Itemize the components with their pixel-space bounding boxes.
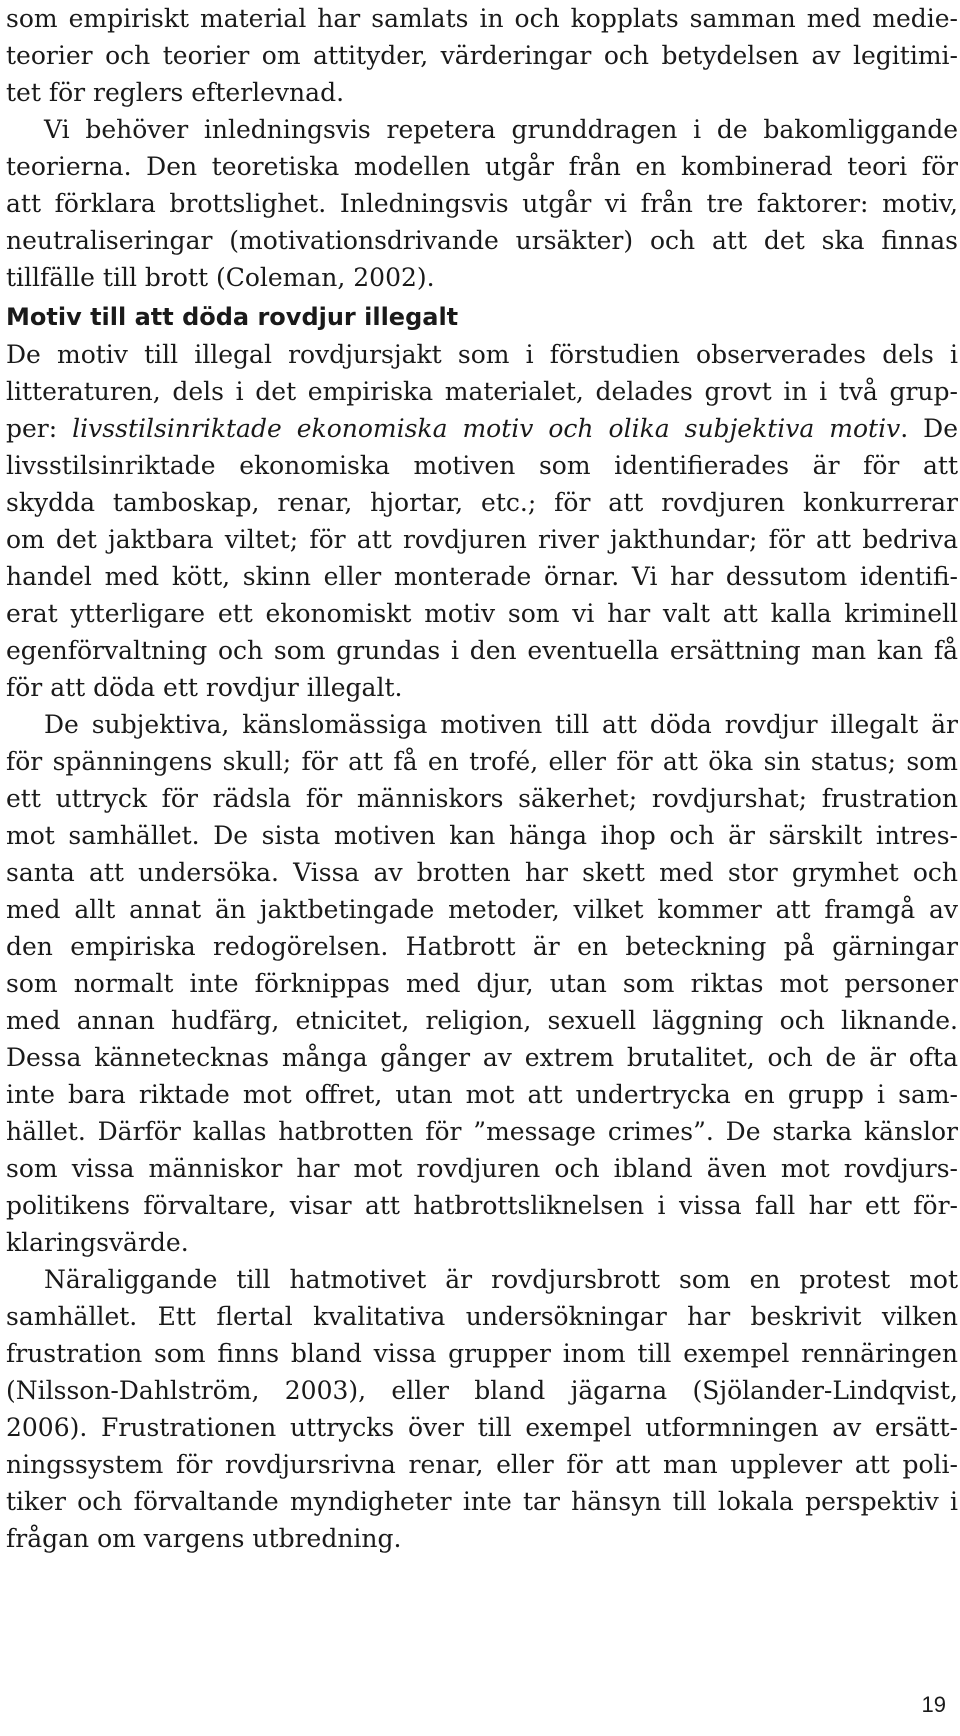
text-run: . De [900,414,959,443]
text-line: livsstilsinriktade ekonomiska motiven som identifierades är för att [6,451,958,480]
text-line: frustration som finns bland vissa grupper inom till exempel rennäringen [6,1339,958,1368]
paragraph-theory [6,111,958,296]
paragraph-subjective-motives [6,706,958,1261]
text-line: för spänningens skull; för att få en trofé, eller för att öka sin status; som [6,747,958,776]
text-line: ningssystem för rovdjursrivna renar, eller för att man upplever att poli- [6,1450,958,1479]
text-line: (Nilsson-Dahlström, 2003), eller bland jägarna (Sjölander-Lindqvist, [6,1376,958,1405]
text-line: med allt annat än jaktbetingade metoder, vilket kommer att framgå av [6,895,958,924]
text-line: litteraturen, dels i det empiriska materialet, delades grovt in i två grup- [6,377,958,406]
text-line: som normalt inte förknippas med djur, utan som riktas mot personer [6,969,958,998]
text-line: teorier och teorier om attityder, värderingar och betydelsen av legitimi- [6,41,958,70]
text-line: tet för reglers efterlevnad. [6,78,345,107]
text-line: för att döda ett rovdjur illegalt. [6,673,403,702]
text-line: skydda tamboskap, renar, hjortar, etc.; för att rovdjuren konkurrerar [6,488,958,517]
text-line: som vissa människor har mot rovdjuren och ibland även mot rovdjurs- [6,1154,958,1183]
text-line: inte bara riktade mot offret, utan mot att undertrycka en grupp i sam- [6,1080,958,1109]
paragraph-intro [6,0,958,111]
text-line: den empiriska redogörelsen. Hatbrott är en beteckning på gärningar [6,932,958,961]
text-line: De subjektiva, känslomässiga motiven till att döda rovdjur illegalt är [44,710,958,739]
text-line: teorierna. Den teoretiska modellen utgår från en kombinerad teori för [6,152,958,181]
text-line-mixed [6,410,958,447]
text-line: att förklara brottslighet. Inledningsvis utgår vi från tre faktorer: motiv, [6,189,958,218]
text-line: klaringsvärde. [6,1228,189,1257]
emphasis-text: livsstilsinriktade ekonomiska motiv och olika subjektiva motiv [72,414,901,443]
text-line: politikens förvaltare, visar att hatbrottsliknelsen i vissa fall har ett för- [6,1191,958,1220]
paragraph-motives [6,336,958,706]
text-line: Vi behöver inledningsvis repetera grunddragen i de bakomliggande [44,115,958,144]
text-line: tiker och förvaltande myndigheter inte tar hänsyn till lokala perspektiv i [6,1487,958,1516]
text-line: egenförvaltning och som grundas i den eventuella ersättning man kan få [6,636,958,665]
text-line: De motiv till illegal rovdjursjakt som i förstudien observerades dels i [6,340,958,369]
text-run: per: [6,414,73,443]
text-line: hället. Därför kallas hatbrotten för ”message crimes”. De starka känslor [6,1117,958,1146]
text-line: med annan hudfärg, etnicitet, religion, sexuell läggning och liknande. [6,1006,958,1035]
section-heading: Motiv till att döda rovdjur illegalt [6,303,459,331]
text-line: handel med kött, skinn eller monterade örnar. Vi har dessutom identifi- [6,562,958,591]
text-line: om det jaktbara viltet; för att rovdjuren river jakthundar; för att bedriva [6,525,958,554]
text-line: erat ytterligare ett ekonomiskt motiv som vi har valt att kalla kriminell [6,599,958,628]
text-line: samhället. Ett flertal kvalitativa undersökningar har beskrivit vilken [6,1302,958,1331]
text-line: som empiriskt material har samlats in och kopplats samman med medie- [6,4,958,33]
text-line: ett uttryck för rädsla för människors säkerhet; rovdjurshat; frustration [6,784,958,813]
text-line: mot samhället. De sista motiven kan hänga ihop och är särskilt intres- [6,821,958,850]
text-line: santa att undersöka. Vissa av brotten har skett med stor grymhet och [6,858,958,887]
text-line: 2006). Frustrationen uttrycks över till exempel utformningen av ersätt- [6,1413,958,1442]
page-number: 19 [921,1692,946,1717]
text-line: neutraliseringar (motivationsdrivande ursäkter) och att det ska finnas [6,226,958,255]
text-line: frågan om vargens utbredning. [6,1524,402,1553]
paragraph-protest [6,1261,958,1557]
text-line: tillfälle till brott (Coleman, 2002). [6,263,435,292]
text-line: Näraliggande till hatmotivet är rovdjursbrott som en protest mot [44,1265,958,1294]
text-line: Dessa kännetecknas många gånger av extrem brutalitet, och de är ofta [6,1043,958,1072]
